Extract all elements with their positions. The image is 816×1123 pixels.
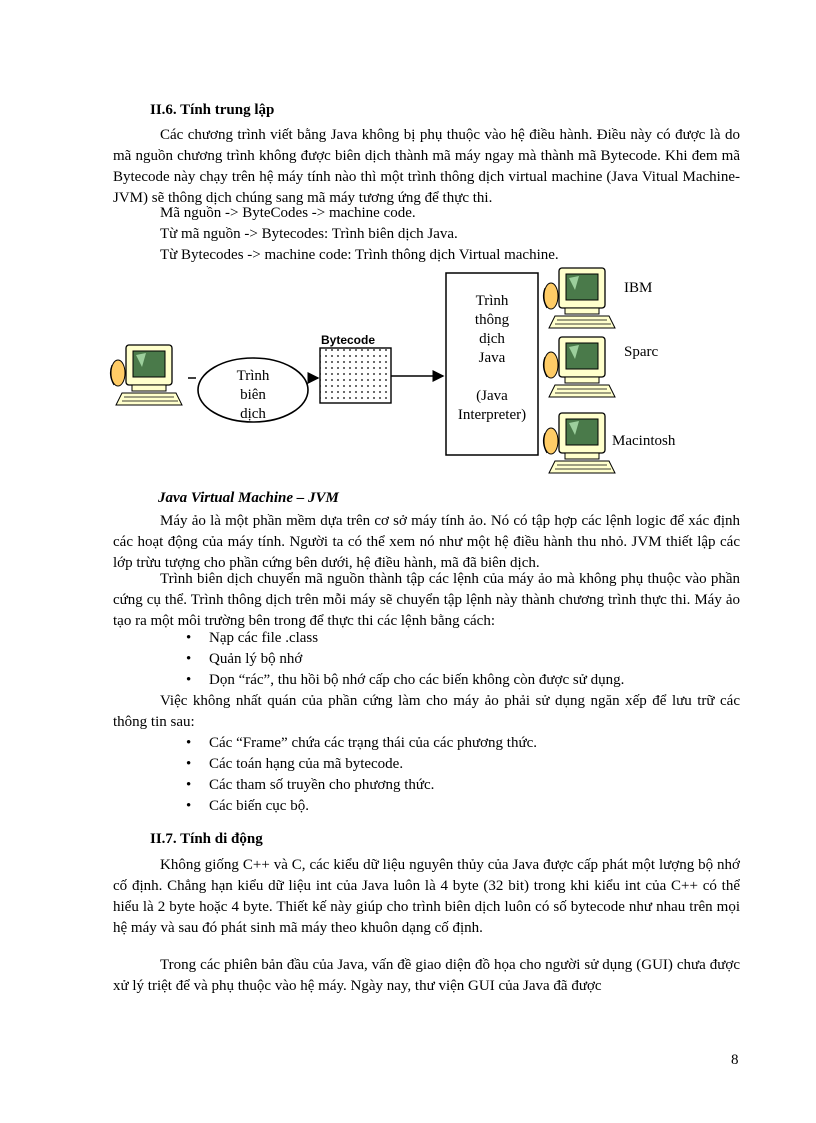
interpreter-label (448, 292, 536, 425)
interpreter-label-line: (Java (476, 388, 508, 404)
macintosh-computer-icon (543, 413, 615, 473)
bullet-item (186, 775, 434, 796)
bullet-item (186, 733, 537, 754)
bullet-text: Các toán hạng của mã bytecode. (209, 756, 404, 772)
jvm-paragraph-3-text: Việc không nhất quán của phần cứng làm cho máy ảo phải sử dụng ngăn xếp để lưu trữ các thông tin sau: (113, 693, 740, 730)
section-heading-7: II.7. Tính di động (150, 831, 263, 847)
bullet-item (186, 754, 403, 775)
interpreter-label-line: Java (478, 350, 506, 366)
compiler-label-line: dịch (240, 406, 266, 422)
section7-paragraph-2-text: Trong các phiên bản đầu của Java, vấn đề giao diện đồ họa cho người sử dụng (GUI) chưa được xử lý triệt để và phụ thuộc vào hệ máy. Ngày nay, thư viện GUI của Java đã được (113, 957, 740, 994)
bullet-item (186, 649, 302, 670)
jvm-paragraph-3 (113, 691, 740, 733)
jvm-paragraph-2 (113, 569, 740, 632)
section-heading-6: II.6. Tính trung lập (150, 102, 275, 118)
machine-label-ibm: IBM (624, 280, 653, 296)
interpreter-label-line: dịch (479, 331, 505, 347)
flow-line-1: Mã nguồn -> ByteCodes -> machine code. (160, 205, 416, 221)
bullet-text: Quản lý bộ nhớ (209, 651, 303, 667)
bullet-item (186, 628, 318, 649)
bytecode-box (320, 348, 391, 403)
compiler-label (213, 367, 293, 424)
jvm-caption: Java Virtual Machine – JVM (158, 490, 339, 506)
bullet-text: Dọn “rác”, thu hồi bộ nhớ cấp cho các biến không còn được sử dụng. (209, 672, 625, 688)
bullet-text: Các tham số truyền cho phương thức. (209, 777, 435, 793)
machine-label-sparc: Sparc (624, 344, 659, 360)
jvm-paragraph-2-text: Trình biên dịch chuyển mã nguồn thành tập các lệnh của máy ảo mà không phụ thuộc vào phần cứng cụ thể. Trình thông dịch trên mỗi máy sẽ chuyển tập lệnh này thành chương trình thực thi. Máy ảo tạo ra một môi trường bên trong để thực thi các lệnh bằng cách: (113, 571, 740, 629)
interpreter-label-line: Trình (475, 293, 509, 309)
bytecode-label: Bytecode (320, 333, 376, 347)
page-number: 8 (731, 1052, 739, 1068)
sparc-computer-icon (543, 337, 615, 397)
section7-paragraph-1 (113, 855, 740, 939)
flow-line-2: Từ mã nguồn -> Bytecodes: Trình biên dịch Java. (160, 226, 458, 242)
bullet-text: Các biến cục bộ. (209, 798, 309, 814)
jvm-paragraph-1-text: Máy ảo là một phần mềm dựa trên cơ sở máy tính ảo. Nó có tập hợp các lệnh logic để xác định các hoạt động của máy tính. Người ta có thể xem nó như một hệ điều hành thu nhỏ. JVM thiết lập các lớp trừu tượng cho phần cứng bên dưới, hệ điều hành, mã đã biên dịch. (113, 513, 740, 571)
source-computer-icon (110, 345, 182, 405)
section6-paragraph-text: Các chương trình viết bằng Java không bị phụ thuộc vào hệ điều hành. Điều này có được là do mã nguồn chương trình không được biên dịch thành mã máy ngay mà thành mã Bytecode. Khi đem mã Bytecode này chạy trên hệ máy tính nào thì một trình thông dịch virtual machine (Java Vitual Machine-JVM) sẽ thông dịch chúng sang mã máy tương ứng để thực thi. (113, 127, 740, 206)
interpreter-label-line: thông (474, 312, 510, 328)
section7-paragraph-2 (113, 955, 740, 997)
bullet-text: Nạp các file .class (209, 630, 319, 646)
section7-paragraph-1-text: Không giống C++ và C, các kiểu dữ liệu nguyên thủy của Java được cấp phát một lượng bộ nhớ cố định. Chẳng hạn kiểu dữ liệu int của Java luôn là 4 byte (32 bit) trong khi kiểu int của C++ có thể hiểu là 2 byte hoặc 4 byte. Thiết kế này giúp cho trình biên dịch luôn có số bytecode như nhau trên mọi hệ máy và sau đó phát sinh mã máy theo khuôn dạng cố định. (113, 857, 740, 936)
jvm-paragraph-1 (113, 511, 740, 574)
bullet-item (186, 796, 309, 817)
compiler-label-line: Trình (236, 368, 270, 384)
flow-line-3: Từ Bytecodes -> machine code: Trình thông dịch Virtual machine. (160, 247, 559, 263)
bullet-text: Các “Frame” chứa các trạng thái của các phương thức. (209, 735, 537, 751)
machine-label-macintosh: Macintosh (612, 433, 676, 449)
interpreter-label-line: Interpreter) (457, 407, 527, 423)
bullet-item (186, 670, 624, 691)
compiler-label-line: biên (240, 387, 266, 403)
ibm-computer-icon (543, 268, 615, 328)
